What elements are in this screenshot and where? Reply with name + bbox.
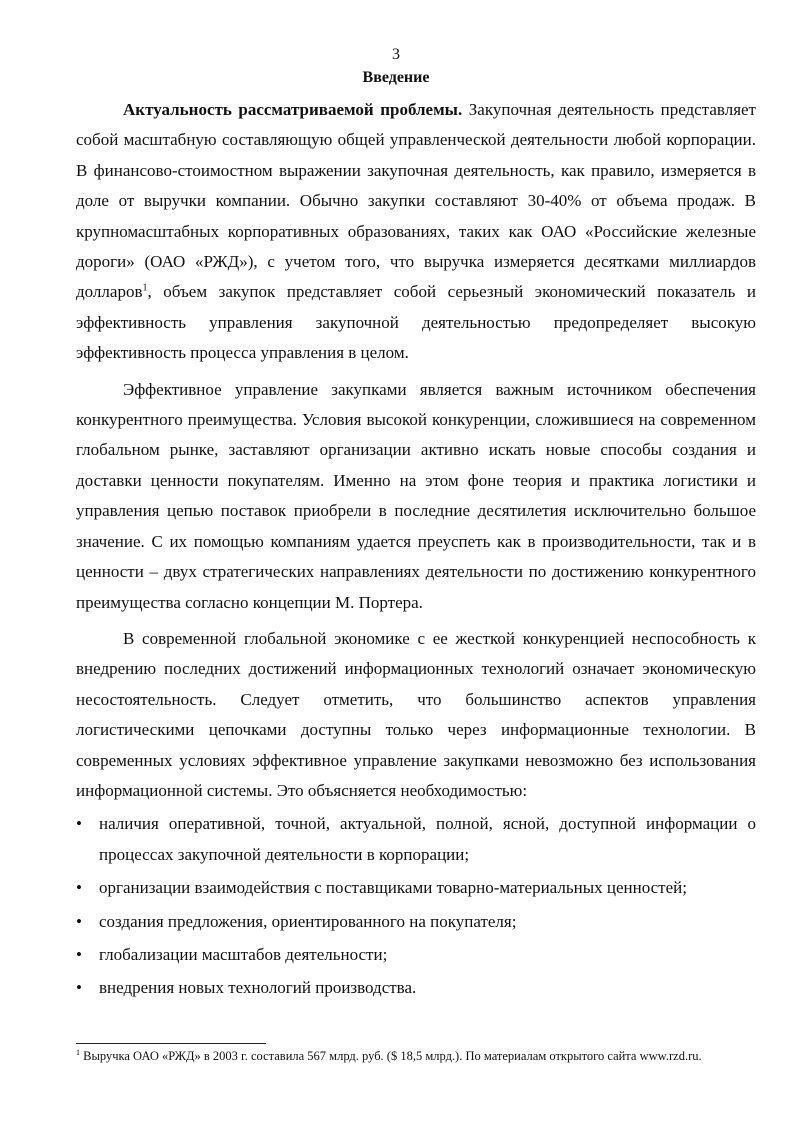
bullet-icon: • — [76, 944, 82, 964]
bullet-icon: • — [76, 911, 82, 931]
page-number: 3 — [392, 46, 400, 63]
list-item — [76, 907, 756, 937]
list-item-text: наличия оперативной, точной, актуальной, полной, ясной, доступной информации о процессах закупочной деятельности в корпорации; — [99, 814, 756, 864]
list-item-text: глобализации масштабов деятельности; — [99, 944, 388, 964]
section-heading: Введение — [362, 69, 430, 86]
bullet-icon: • — [76, 814, 82, 834]
footnote-reference: 1 — [142, 282, 148, 294]
body-text — [76, 95, 756, 1004]
paragraph-lead: Актуальность рассматриваемой проблемы. — [123, 100, 463, 119]
list-item-text: создания предложения, ориентированного на покупателя; — [99, 911, 517, 931]
footnote — [76, 1048, 726, 1065]
paragraph-information-tech: В современной глобальной экономике с ее жесткой конкуренцией неспособность к внедрению последних достижений информационных технологий означает экономическую несостоятельность. Следует отметить, что большинство аспектов управления логистическими цепочками доступны только через информационные технологии. В современных условиях эффективное управление закупками невозможно без использования информационной системы. Это объясняется необходимостью: — [76, 628, 756, 800]
list-item — [76, 809, 756, 870]
paragraph-procurement: Эффективное управление закупками является важным источником обеспечения конкурентного преимущества. Условия высокой конкуренции, сложившиеся на современном глобальном рынке, заставляют организации активно искать новые способы создания и доставки ценности покупателям. Именно на этом фоне теория и практика логистики и управления цепью поставок приобрели в последние десятилетия исключительно большое значение. С их помощью компаниям удается преуспеть как в производительности, так и в ценности – двух стратегических направлениях деятельности по достижению конкурентного преимущества согласно концепции М. Портера. — [76, 379, 756, 612]
list-item-text: внедрения новых технологий производства. — [99, 978, 417, 998]
footnote-divider — [76, 1043, 266, 1044]
bullet-icon: • — [76, 878, 82, 898]
footnote-mark: 1 — [76, 1047, 80, 1057]
paragraph-text: Закупочная деятельность представляет собой масштабную составляющую общей управленческой деятельности любой корпорации. В финансово-стоимостном выражении закупочная деятельность, как правило, измеряется в доле от выручки компании. Обычно закупки составляют 30-40% от объема продаж. В крупномасштабных корпоративных образованиях, таких как ОАО «Российские железные дороги» (ОАО «РЖД»), с учетом того, что выручка измеряется десятками миллиардов долларов — [76, 100, 756, 302]
list-item — [76, 973, 756, 1003]
paragraph-text: , объем закупок представляет собой серьезный экономический показатель и эффективность управления закупочной деятельностью предопределяет высокую эффективность процесса управления в целом. — [76, 282, 756, 363]
footnote-text: Выручка ОАО «РЖД» в 2003 г. составила 567 млрд. руб. ($ 18,5 млрд.). По материалам открытого сайта www.rzd.ru. — [80, 1049, 702, 1063]
list-item — [76, 873, 756, 903]
bullet-icon: • — [76, 978, 82, 998]
requirements-list — [76, 809, 756, 1003]
list-item — [76, 940, 756, 970]
list-item-text: организации взаимодействия с поставщиками товарно-материальных ценностей; — [99, 878, 687, 898]
paragraph-relevance — [76, 95, 756, 369]
